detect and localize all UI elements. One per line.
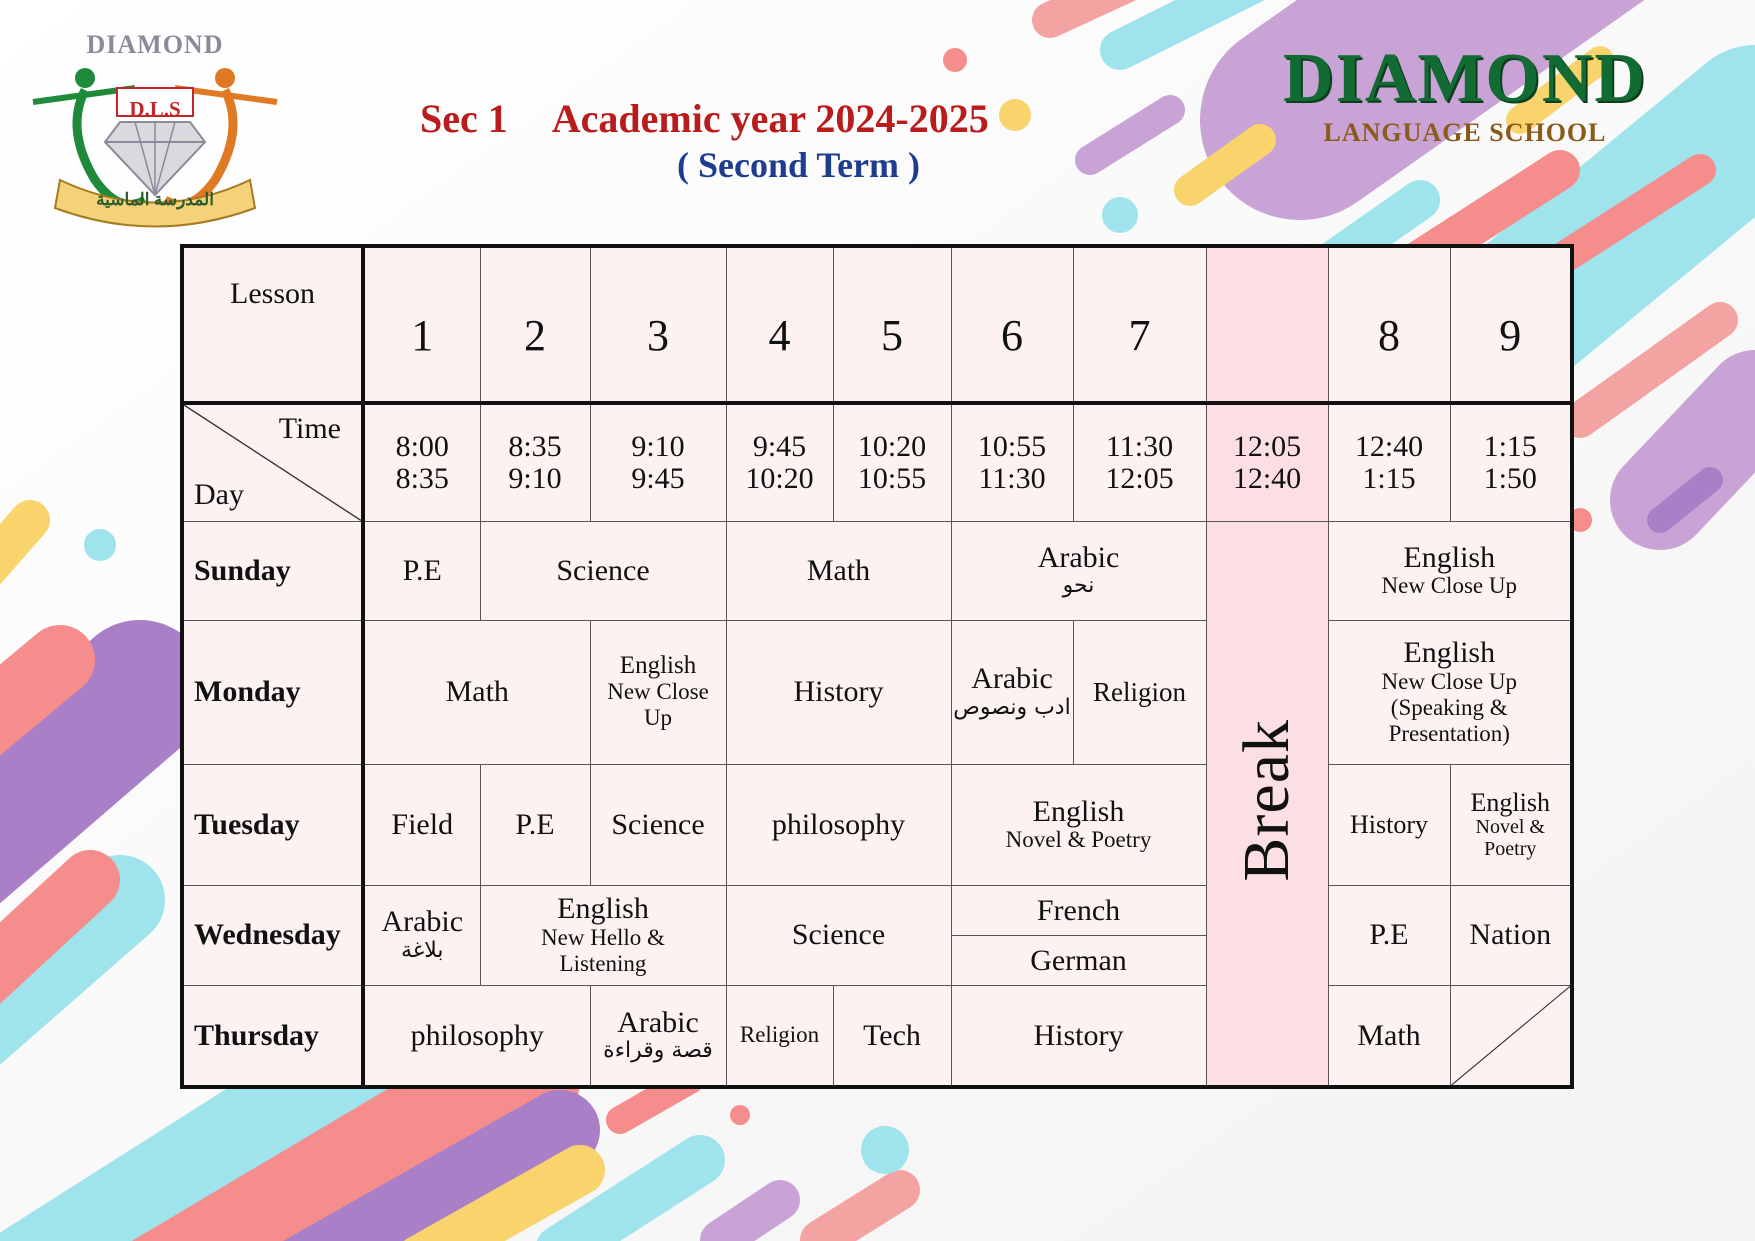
- brand-subtitle: LANGUAGE SCHOOL: [1323, 118, 1607, 147]
- subject-detail: نحو: [1062, 573, 1095, 599]
- brand-name: DIAMOND: [1283, 40, 1647, 117]
- time-slot: [1450, 403, 1572, 521]
- time-end: 1:15: [1362, 461, 1416, 495]
- lesson-number: [480, 246, 590, 403]
- lesson-cell: History: [1328, 764, 1450, 885]
- subject-detail: Novel & Poetry: [1005, 827, 1152, 853]
- day-thursday: Thursday: [182, 985, 363, 1087]
- lesson-number-text: 4: [768, 311, 791, 361]
- time-start: 10:20: [857, 430, 927, 464]
- subject-name: Arabic: [617, 1005, 699, 1039]
- lesson-cell: Math: [363, 620, 590, 764]
- lesson-number-text: 6: [1001, 311, 1023, 361]
- lesson-number-text: 9: [1499, 311, 1522, 361]
- logo-initials: D.L.S: [129, 97, 181, 121]
- subject-name: Arabic: [971, 662, 1053, 696]
- day-wednesday: Wednesday: [182, 885, 363, 985]
- time-end: 12:40: [1232, 461, 1302, 495]
- lesson-cell: Math: [1328, 985, 1450, 1087]
- lesson-cell: P.E: [1328, 885, 1450, 985]
- time-start: 9:10: [631, 430, 685, 464]
- lesson-number-text: 8: [1378, 311, 1400, 361]
- subject-detail: New Close Up: [1381, 573, 1517, 599]
- subject-name: French: [952, 886, 1206, 936]
- time-end: 8:35: [395, 461, 449, 495]
- subject-detail: (Speaking & Presentation): [1388, 694, 1510, 746]
- term-label: ( Second Term ): [677, 145, 920, 185]
- subject-detail: بلاغة: [400, 937, 444, 963]
- subject-detail: Novel & Poetry: [1475, 816, 1545, 861]
- section-label: Sec 1: [420, 96, 508, 141]
- page-title: [420, 95, 1200, 142]
- time-slot: [480, 403, 590, 521]
- lesson-cell: [951, 620, 1073, 764]
- timetable: [180, 244, 1574, 1089]
- time-start: 10:55: [977, 430, 1047, 464]
- subject-detail: ادب ونصوص: [953, 694, 1071, 720]
- lesson-cell-split: [951, 885, 1206, 985]
- subject-detail: قصة وقراءة: [603, 1038, 713, 1063]
- subject-name: English: [1403, 636, 1496, 670]
- lesson-cell: [590, 620, 726, 764]
- time-start: 12:05: [1232, 430, 1302, 464]
- subject-detail: New Hello & Listening: [541, 924, 665, 976]
- lesson-number-text: 3: [647, 311, 669, 361]
- time-slot: [833, 403, 951, 521]
- lesson-number-text: 2: [524, 311, 546, 361]
- lesson-number: [1450, 246, 1572, 403]
- lesson-number: [590, 246, 726, 403]
- diagonal-line-icon: [1451, 986, 1571, 1086]
- subject-name: English: [1032, 794, 1125, 828]
- logo-arabic-text: المدرسة الماسية: [96, 190, 214, 209]
- day-monday: Monday: [182, 620, 363, 764]
- lesson-cell: [951, 764, 1206, 885]
- time-slot: [363, 403, 480, 521]
- lesson-number: [833, 246, 951, 403]
- academic-year: Academic year 2024-2025: [551, 96, 989, 141]
- time-start: 11:30: [1105, 430, 1174, 464]
- time-end: 9:45: [631, 461, 685, 495]
- lesson-cell: [480, 885, 726, 985]
- lesson-cell: Religion: [1073, 620, 1206, 764]
- school-logo: [25, 30, 285, 235]
- lesson-number: [1073, 246, 1206, 403]
- lesson-cell: [590, 985, 726, 1087]
- lesson-cell: [951, 521, 1206, 620]
- day-sunday: Sunday: [182, 521, 363, 620]
- lesson-cell: philosophy: [363, 985, 590, 1087]
- subject-name: German: [1030, 943, 1127, 977]
- lesson-cell: Science: [590, 764, 726, 885]
- time-slot: [726, 403, 833, 521]
- day-tuesday: Tuesday: [182, 764, 363, 885]
- lesson-cell: [1328, 521, 1572, 620]
- time-end: 10:55: [857, 461, 927, 495]
- lesson-cell: History: [726, 620, 951, 764]
- lesson-number-text: 1: [411, 311, 434, 361]
- time-slot: [951, 403, 1073, 521]
- break-time-slot: [1206, 403, 1328, 521]
- time-start: 9:45: [752, 430, 807, 464]
- subject-name: Arabic: [381, 905, 464, 939]
- time-start: 8:35: [508, 430, 562, 464]
- time-slot: [1328, 403, 1450, 521]
- lesson-number-text: 5: [881, 311, 903, 361]
- subject-name: English: [1470, 787, 1550, 817]
- day-label: Day: [194, 478, 244, 511]
- time-slot: [1073, 403, 1206, 521]
- empty-slot: [1450, 985, 1572, 1087]
- page-header: [420, 95, 1200, 186]
- lesson-number: [951, 246, 1073, 403]
- lesson-cell: [363, 885, 480, 985]
- lesson-number: [726, 246, 833, 403]
- subject-detail: New Close Up: [1381, 668, 1517, 694]
- lesson-cell: [1450, 764, 1572, 885]
- logo-top-text: DIAMOND: [86, 30, 224, 59]
- subject-detail: New Close Up: [607, 679, 709, 731]
- lesson-number-text: 7: [1128, 311, 1151, 361]
- break-header-cell: [1206, 246, 1328, 403]
- lesson-cell: Field: [363, 764, 480, 885]
- lesson-cell: Science: [480, 521, 726, 620]
- school-brand: [1245, 40, 1685, 148]
- time-end: 9:10: [508, 461, 562, 495]
- lesson-cell: Science: [726, 885, 951, 985]
- time-start: 1:15: [1483, 430, 1537, 464]
- break-cell: [1206, 521, 1328, 1087]
- subject-name: English: [557, 892, 649, 926]
- lesson-cell: [1328, 620, 1572, 764]
- time-end: 1:50: [1483, 461, 1537, 495]
- time-end: 11:30: [978, 461, 1046, 495]
- time-slot: [590, 403, 726, 521]
- lesson-cell: Religion: [726, 985, 833, 1087]
- time-end: 12:05: [1105, 461, 1174, 495]
- time-start: 12:40: [1354, 430, 1424, 464]
- lesson-cell: History: [951, 985, 1206, 1087]
- lesson-number: [363, 246, 480, 403]
- lesson-cell: Math: [726, 521, 951, 620]
- lesson-cell: P.E: [363, 521, 480, 620]
- lesson-cell: Tech: [833, 985, 951, 1087]
- time-end: 10:20: [745, 461, 814, 495]
- time-label: Time: [278, 412, 341, 445]
- subject-name: English: [619, 651, 697, 679]
- time-day-corner: [182, 403, 363, 521]
- subject-name: Arabic: [1037, 540, 1120, 574]
- lesson-cell: Nation: [1450, 885, 1572, 985]
- lesson-cell: philosophy: [726, 764, 951, 885]
- break-label: Break: [1230, 718, 1304, 882]
- time-start: 8:00: [395, 430, 449, 464]
- subject-name: English: [1403, 540, 1496, 574]
- lesson-cell: P.E: [480, 764, 590, 885]
- lesson-number: [1328, 246, 1450, 403]
- lesson-label: Lesson: [182, 246, 363, 403]
